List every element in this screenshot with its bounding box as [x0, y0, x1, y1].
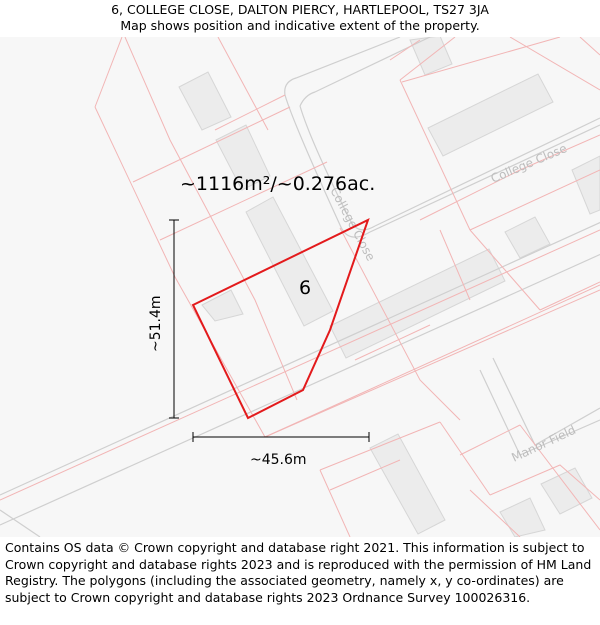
building [541, 468, 592, 514]
height-label: ~51.4m [148, 295, 164, 352]
building [572, 156, 600, 214]
width-dimension [193, 432, 369, 442]
building [428, 74, 553, 156]
road-label-manor-field: Manor Field [509, 422, 578, 465]
building [330, 249, 505, 358]
width-label: ~45.6m [250, 452, 307, 468]
road-label-college-close: College Close [488, 141, 569, 186]
building [179, 72, 231, 130]
property-address: 6, COLLEGE CLOSE, DALTON PIERCY, HARTLEPOOL, TS27 3JA [111, 2, 489, 17]
building [202, 290, 243, 321]
plot-number: 6 [299, 277, 312, 299]
building [246, 197, 333, 326]
height-dimension [169, 220, 179, 418]
building [500, 498, 545, 537]
building [370, 434, 445, 534]
building [505, 217, 550, 258]
area-label: ~1116m²/~0.276ac. [180, 173, 376, 195]
property-map[interactable] [0, 37, 600, 537]
map-header [0, 0, 600, 38]
buildings [179, 37, 600, 537]
map-subtitle: Map shows position and indicative extent of the property. [120, 18, 480, 33]
road-label-college-close-vertical: College Close [327, 184, 378, 264]
attribution-text: Contains OS data © Crown copyright and database right 2021. This information is subject to Crown copyright and database rights 2023 and is reproduced with the permission of HM Land Registry. The polygons (including the associated geometry, namely x, y co-ordinates) are subject to Crown copyright and database rights 2023 Ordnance Survey 100026316. [5, 540, 592, 605]
